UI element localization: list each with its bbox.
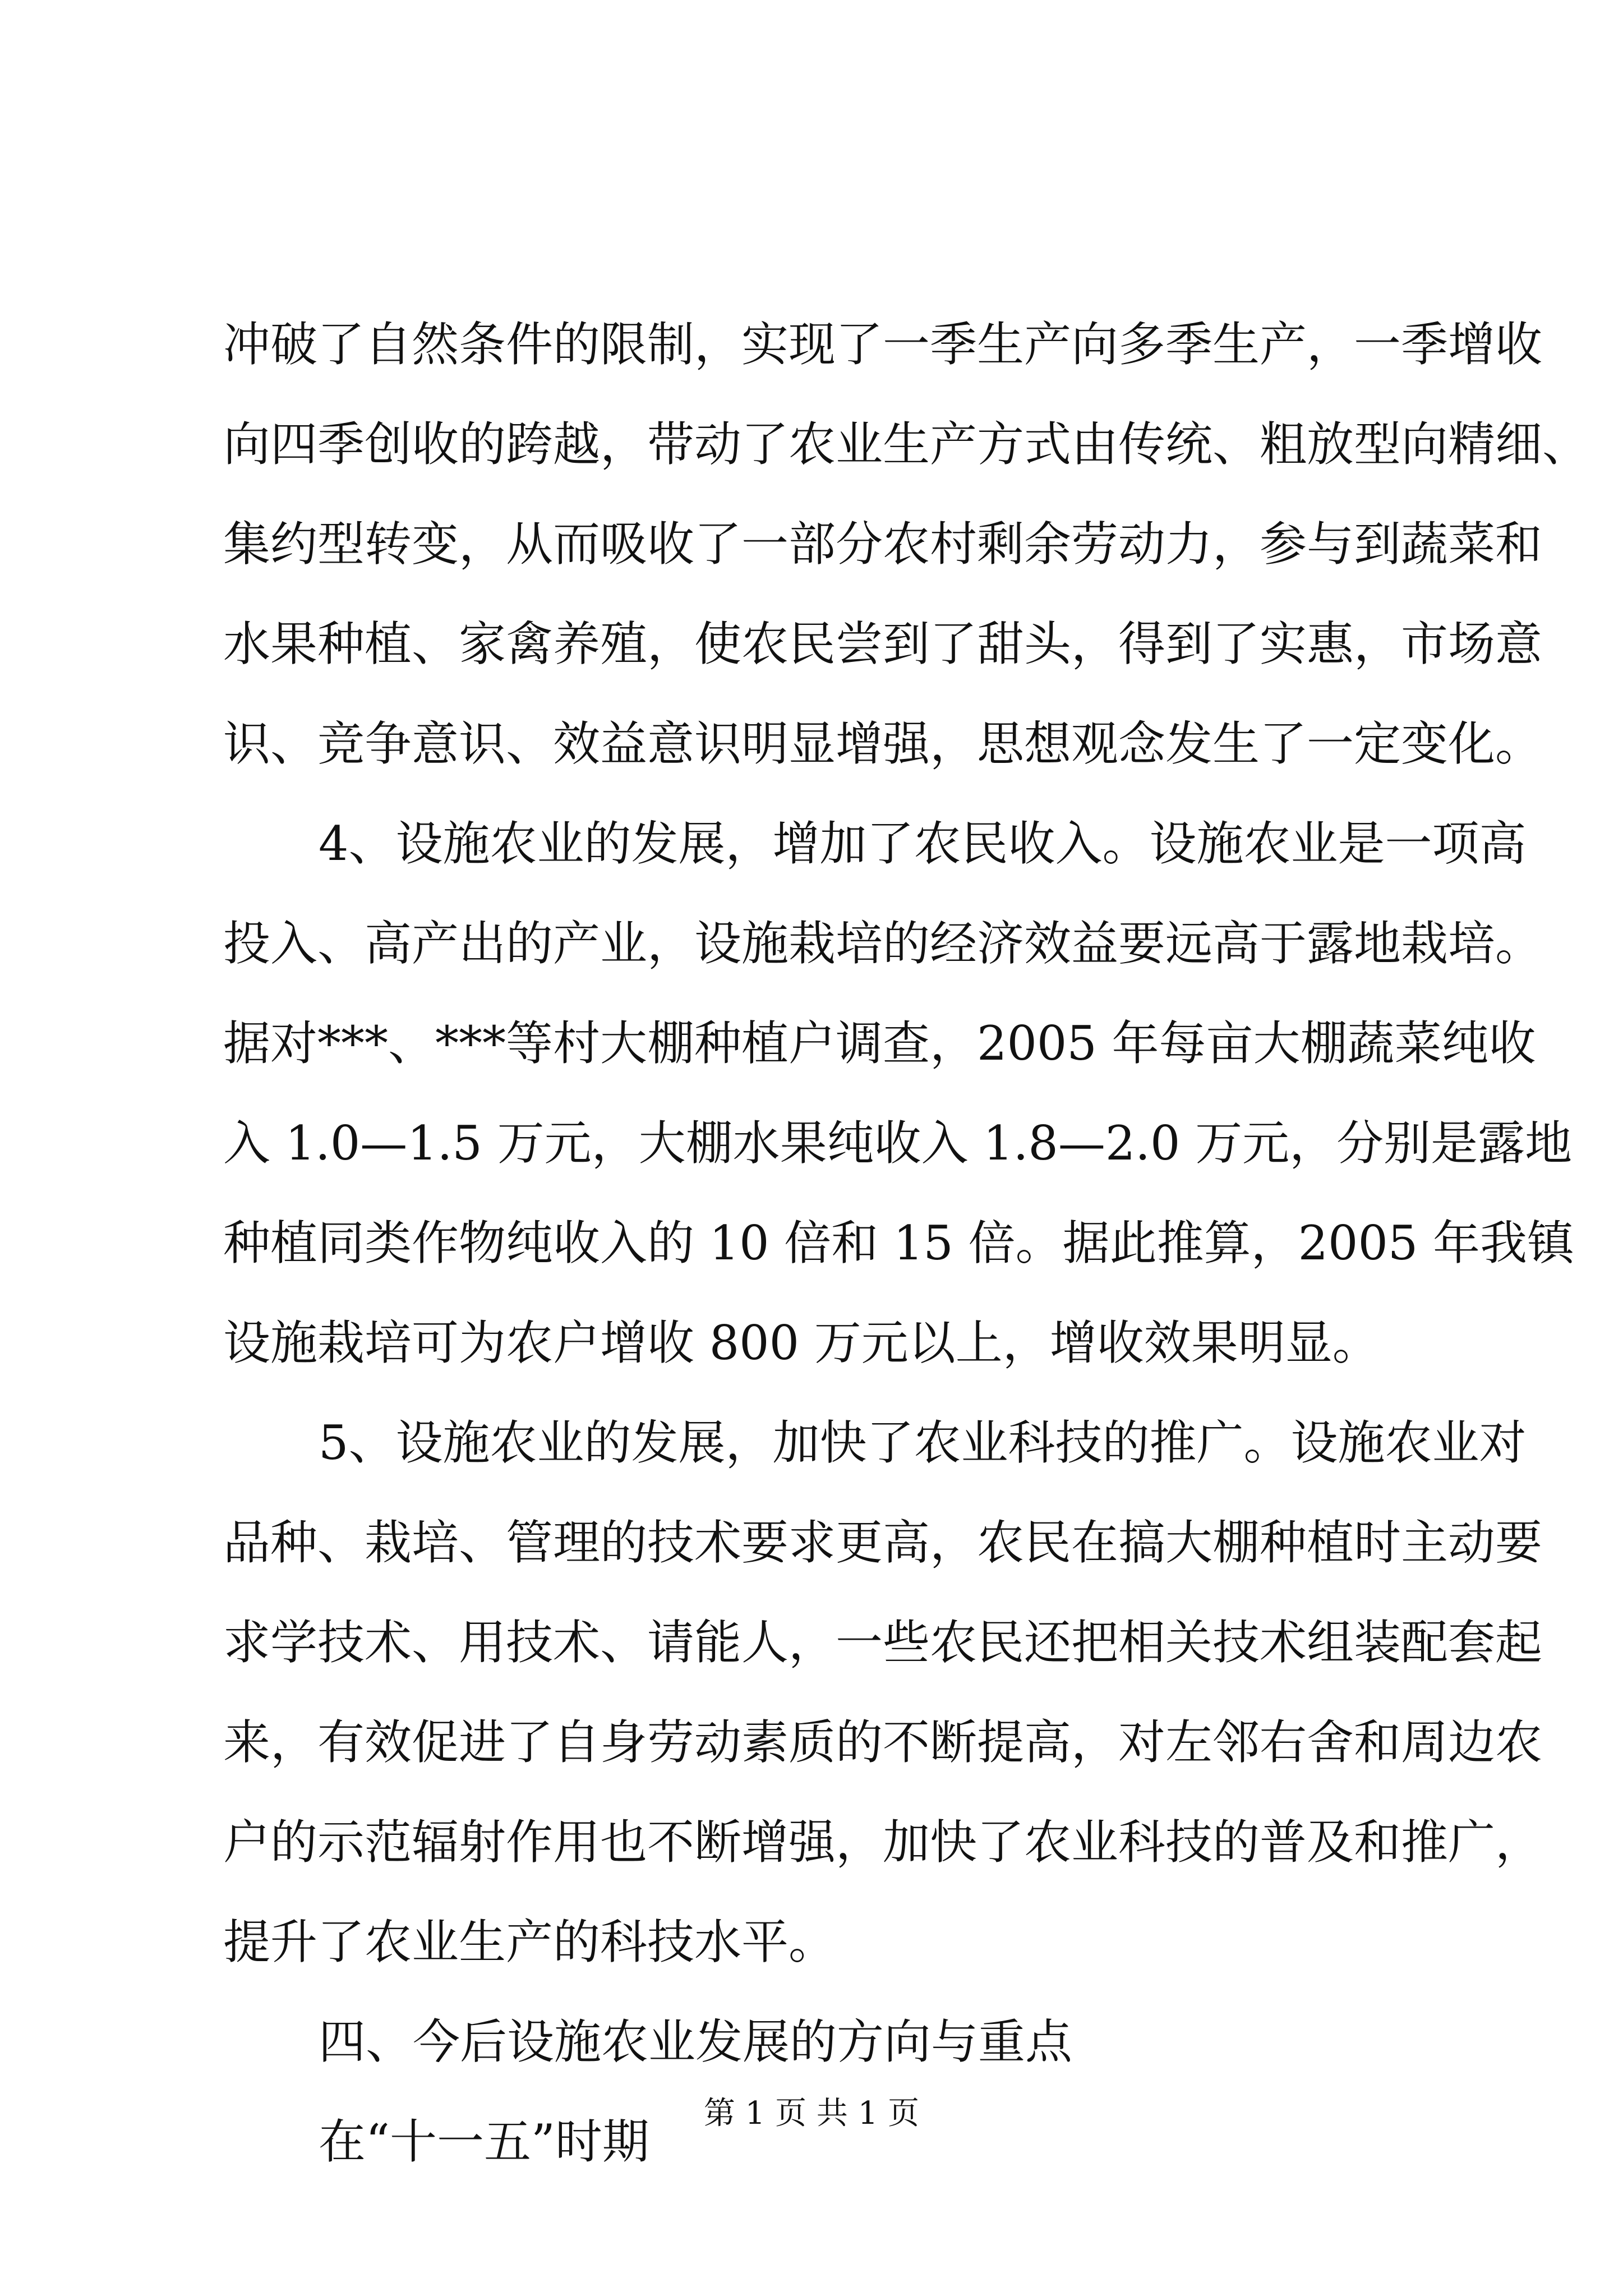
page-footer: 第 1 页 共 1 页 bbox=[703, 2095, 920, 2132]
text-line: 来，有效促进了自身劳动素质的不断提高，对左邻右舍和周边农 bbox=[223, 1715, 1543, 1770]
text-line: 户的示范辐射作用也不断增强，加快了农业科技的普及和推广， bbox=[223, 1815, 1543, 1870]
text-line: 设施栽培可为农户增收 800 万元以上，增收效果明显。 bbox=[223, 1315, 1380, 1370]
document-body bbox=[223, 295, 1590, 2192]
text-line: 投入、高产出的产业，设施栽培的经济效益要远高于露地栽培。 bbox=[223, 916, 1543, 971]
text-line: 水果种植、家禽养殖，使农民尝到了甜头，得到了实惠，市场意 bbox=[223, 616, 1543, 671]
text-line: 入 1.0—1.5 万元，大棚水果纯收入 1.8—2.0 万元，分别是露地 bbox=[223, 1116, 1573, 1171]
section-heading bbox=[223, 1992, 1412, 2092]
text-line: 5、设施农业的发展，加快了农业科技的推广。设施农业对 bbox=[319, 1415, 1527, 1470]
text-line: 在“十一五”时期 bbox=[319, 2114, 649, 2169]
paragraph-item-5 bbox=[223, 1393, 1543, 1992]
text-line: 品种、栽培、管理的技术要求更高，农民在搞大棚种植时主动要 bbox=[223, 1515, 1543, 1570]
paragraph-item-4 bbox=[223, 794, 1575, 1393]
text-line: 冲破了自然条件的限制，实现了一季生产向多季生产，一季增收 bbox=[223, 317, 1543, 372]
heading-line: 四、今后设施农业发展的方向与重点 bbox=[319, 2014, 1073, 2069]
text-line: 识、竞争意识、效益意识明显增强，思想观念发生了一定变化。 bbox=[223, 716, 1543, 771]
text-line: 据对***、***等村大棚种植户调查，2005 年每亩大棚蔬菜纯收 bbox=[223, 1016, 1536, 1071]
text-line: 种植同类作物纯收入的 10 倍和 15 倍。据此推算，2005 年我镇 bbox=[223, 1216, 1575, 1271]
text-line: 集约型转变，从而吸收了一部分农村剩余劳动力，参与到蔬菜和 bbox=[223, 517, 1543, 572]
text-line: 求学技术、用技术、请能人，一些农民还把相关技术组装配套起 bbox=[223, 1615, 1543, 1670]
text-line: 4、设施农业的发展，增加了农民收入。设施农业是一项高 bbox=[319, 816, 1527, 871]
text-line: 向四季创收的跨越，带动了农业生产方式由传统、粗放型向精细、 bbox=[223, 417, 1590, 472]
text-line: 提升了农业生产的科技水平。 bbox=[223, 1915, 836, 1970]
paragraph-continuation bbox=[223, 295, 1590, 794]
